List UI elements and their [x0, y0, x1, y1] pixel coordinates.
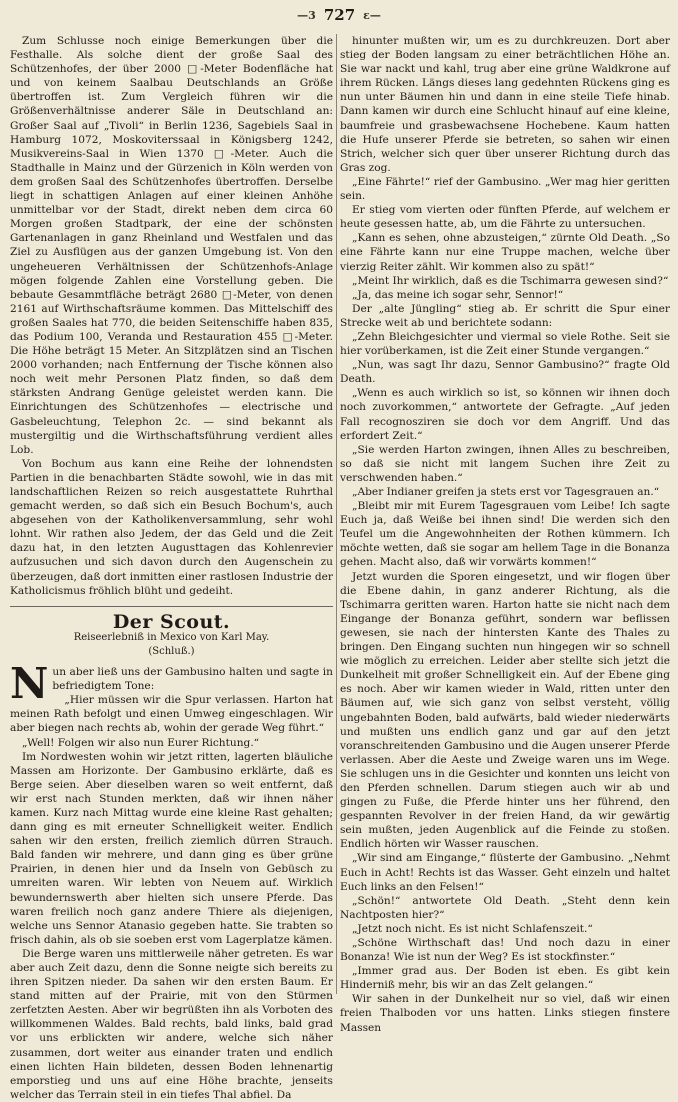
right-column [340, 34, 670, 1034]
story-first-text: un aber ließ uns der Gambusino halten und sagte in befriedigtem Tone: [52, 666, 333, 693]
story-paragraph: Jetzt wurden die Sporen eingesetzt, und wir flogen über die Ebene dahin, in ganz anderer Richtung, als die Tschimarra geritten waren. Harton hatte sie nicht nach dem Eingange der Bonanza geführt, sondern war beflissen gewesen, sie nach der hintersten Kante des Thales zu bringen. Den Eingang suchten nun hingegen wir so schnell wie möglich zu erreichen. Leider aber stellte sich jetzt die Dunkelheit mit großer Schnelligkeit ein. Auf der Ebene ging es noch. Aber wir kamen wieder in Wald, ritten unter den Bäumen auf, wie sich ganz von selbst versteht, völlig ungebahnten Boden, bald aufwärts, bald wieder niederwärts und mußten uns endlich ganz und gar auf den jetzt voranschreitenden Gambusino und die Augen unserer Pferde verlassen. Aber die Aeste und Zweige waren uns im Wege. Sie schlugen uns in die Gesichter und konnten uns leicht von den Pferden schnellen. Darum stiegen auch wir ab und gingen zu Fuße, die Pferde hinter uns her führend, den gespannten Revolver in der freien Hand, da wir gewärtig sein mußten, jeden Augenblick auf die Feinde zu stoßen. Endlich hörten wir Wasser rauschen. [340, 570, 670, 851]
story-paragraph: „Eine Fährte!“ rief der Gambusino. „Wer mag hier geritten sein. [340, 175, 670, 203]
festhalle-paragraph: Zum Schlusse noch einige Bemerkungen über die Festhalle. Als solche dient der große Saal des Schützenhofes, der über 2000 □-Meter Bodenfläche hat und von keinem Saalbau Deutschlands an Größe übertroffen ist. Zum Vergleich führen wir die Größenverhältnisse anderer Säle in Deutschland an: Großer Saal auf „Tivoli“ in Berlin 1236, Sagebiels Saal in Hamburg 1072, Moskoviterssaal in Königsberg 1242, Musikvereins-Saal in Wien 1370 □-Meter. Auch die Stadthalle in Mainz und der Gürzenich in Köln werden von dem großen Saal des Schützenhofes übertroffen. Derselbe liegt in schattigen Anlagen auf einer kleinen Anhöhe unmittelbar vor der Stadt, direkt neben dem circa 60 Morgen großen Stadtpark, der eine der schönsten Gartenanlagen in ganz Rheinland und Westfalen und das Ziel zu Ausflügen aus der ganzen Umgebung ist. Von den ungeheueren Verhältnissen der Schützenhofs-Anlage mögen folgende Zahlen eine Vorstellung geben. Die bebaute Gesammtfläche beträgt 2680 □-Meter, von denen 2161 auf Wirthschaftsräume kommen. Das Mittelschiff des großen Saales hat 770, die beiden Seitenschiffe haben 835, das Podium 100, Veranda und Restauration 455 □-Meter. Die Höhe beträgt 15 Meter. An Sitzplätzen sind an Tischen 2000 vorhanden; nach Entfernung der Tische können also noch weit mehr Personen Platz finden, so daß dem stärksten Andrang Genüge geleistet werden kann. Die Einrichtungen des Schützenhofes — electrische und Gasbeleuchtung, Telephon 2c. — sind bekannt als mustergiltig und die Wirthschaftsführung verdient alles Lob. [10, 35, 333, 456]
festhalle-paragraph: Von Bochum aus kann eine Reihe der lohnendsten Partien in die benachbarten Städte sowohl, wie in das mit landschaftlichen Reizen so reich ausgestattete Ruhrthal gemacht werden, so daß sich ein Besuch Bochum's, auch abgesehen von der Katholikenversammlung, sehr wohl lohnt. Wir rathen also Jedem, der das Geld und die Zeit dazu hat, in den letzten Augusttagen das Kohlenrevier aufzusuchen und sich davon durch den Augenschein zu überzeugen, daß dort inmitten einer rastlosen Industrie der Katholicismus fröhlich blüht und gedeiht. [10, 457, 333, 597]
left-column [10, 34, 333, 1101]
story-first-paragraph [10, 659, 333, 709]
story-paragraph: „Schön!“ antwortete Old Death. „Steht denn kein Nachtposten hier?“ [340, 894, 670, 921]
story-paragraph: „Schöne Wirthschaft das! Und noch dazu in einer Bonanza! Wie ist nun der Weg? Es ist stockfinster.“ [340, 937, 670, 964]
story-paragraph: Er stieg vom vierten oder fünften Pferde, auf welchem er heute gesessen hatte, ab, um die Fährte zu untersuchen. [340, 204, 670, 231]
column-rule [336, 34, 337, 994]
story-paragraph: „Ja, das meine ich sogar sehr, Sennor!“ [352, 288, 564, 301]
story-paragraph: „Meint Ihr wirklich, daß es die Tschimarra gewesen sind?“ [352, 274, 669, 287]
section-divider [10, 606, 333, 607]
page-number: 727 [323, 6, 356, 24]
story-title: Der Scout. [112, 610, 231, 633]
story-paragraph: „Zehn Bleichgesichter und viermal so viele Rothe. Seit sie hier vorüberkamen, ist die Zeit einer Stunde vergangen.“ [340, 330, 670, 358]
story-paragraph: „Jetzt noch nicht. Es ist nicht Schlafenszeit.“ [352, 922, 593, 935]
story-paragraph: Wir sahen in der Dunkelheit nur so viel, daß wir einen freien Thalboden vor uns hatten. Links stiegen finstere Massen [340, 993, 670, 1034]
ornament-right: ε— [363, 8, 381, 22]
story-part: (Schluß.) [148, 645, 195, 657]
story-paragraph: „Sie werden Harton zwingen, ihnen Alles zu beschreiben, so daß sie nicht mit langem Suchen ihre Zeit zu verschwenden haben.“ [340, 443, 670, 484]
story-paragraph: „Bleibt mir mit Eurem Tagesgrauen vom Leibe! Ich sagte Euch ja, daß Weiße bei ihnen sind! Die werden sich den Teufel um die Angewohnheiten der Rothen kümmern. Ich möchte wetten, daß sie sogar am hellem Tage in die Bonanza gehen. Macht also, daß wir vorwärts kommen!“ [340, 500, 670, 569]
story-paragraph: hinunter mußten wir, um es zu durchkreuzen. Dort aber stieg der Boden langsam zu einer beträchtlichen Höhe an. Sie war nackt und kahl, trug aber eine grüne Waldkrone auf ihrem Rücken. Längs dieses lang gedehnten Rückens ging es nun unter Bäumen hin und dann in eine steile Tiefe hinab. Dann kamen wir durch eine Schlucht hinauf auf eine kleine, baumfreie und grasbewachsene Hochebene. Kaum hatten die Hufe unserer Pferde sie betreten, so sahen wir einen Strich, welcher sich quer über unserer Richtung durch das Gras zog. [340, 35, 670, 174]
story-paragraph: Der „alte Jüngling“ stieg ab. Er schritt die Spur einer Strecke weit ab und berichtete sodann: [340, 302, 670, 329]
story-paragraph: „Well! Folgen wir also nun Eurer Richtung.“ [22, 736, 260, 749]
story-paragraph: „Nun, was sagt Ihr dazu, Sennor Gambusino?“ fragte Old Death. [340, 359, 670, 386]
story-paragraph: „Aber Indianer greifen ja stets erst vor Tagesgrauen an.“ [352, 486, 660, 498]
ornament-left: —3 [297, 8, 316, 22]
story-paragraph: „Immer grad aus. Der Boden ist eben. Es gibt kein Hinderniß mehr, bis wir an das Zelt gelangen.“ [340, 965, 670, 992]
story-paragraph: „Wenn es auch wirklich so ist, so können wir ihnen doch noch zuvorkommen,“ antwortete der Gefragte. „Auf jeden Fall recognosziren sie doch vor dem Angriff. Und das erfordert Zeit.“ [340, 387, 670, 442]
page-header [0, 6, 678, 24]
story-paragraph: „Hier müssen wir die Spur verlassen. Harton hat meinen Rath befolgt und einen Umweg eingeschlagen. Wir aber biegen nach rechts ab, wohin der gerade Weg führt.“ [10, 694, 333, 735]
story-subtitle: Reiseerlebniß in Mexico von Karl May. [73, 631, 270, 643]
story-paragraph: Im Nordwesten wohin wir jetzt ritten, lagerten bläuliche Massen am Horizonte. Der Gambusino erklärte, daß es Berge seien. Aber dieselben waren so weit entfernt, daß wir erst nach Stunden merkten, daß wir ihnen näher kamen. Kurz nach Mittag wurde eine kleine Rast gehalten; dann ging es mit erneuter Schnelligkeit weiter. Endlich sahen wir den ersten, freilich ziemlich dürren Strauch. Bald fanden wir mehrere, und dann ging es über grüne Prairien, in denen hier und da Inseln von Gebüsch zu umreiten waren. Wir lebten von Neuem auf. Wirklich bewundernswerth aber hielten sich unsere Pferde. Das waren freilich noch ganz andere Thiere als diejenigen, welche uns Sennor Atanasio gegeben hatte. Sie trabten so frisch dahin, als ob sie soeben erst vom Lagerplatze kämen. [10, 750, 333, 946]
dropcap: N [10, 659, 49, 709]
story-paragraph: „Wir sind am Eingange,“ flüsterte der Gambusino. „Nehmt Euch in Acht! Rechts ist das Wasser. Geht einzeln und haltet Euch links an den Felsen!“ [340, 852, 670, 893]
story-paragraph: Die Berge waren uns mittlerweile näher getreten. Es war aber auch Zeit dazu, denn die Sonne neigte sich bereits zu ihren Spitzen nieder. Da sahen wir den ersten Baum. Er stand mitten auf der Prairie, mit von den Stürmen zerfetzten Aesten. Aber wir begrüßten ihn als Vorboten des willkommenen Waldes. Bald rechts, bald links, bald grad vor uns erblickten wir andere, welche sich näher zusammen, dort weiter aus einander traten und endlich einen lichten Hain bildeten, dessen Boden lehnenartig emporstieg und uns auf eine Höhe brachte, jenseits welcher das Terrain steil in ein tiefes Thal abfiel. Da [10, 947, 333, 1101]
story-paragraph: „Kann es sehen, ohne abzusteigen,“ zürnte Old Death. „So eine Fährte kann nur eine Truppe machen, welche über vierzig Reiter zählt. Wir kommen also zu spät!“ [340, 232, 670, 273]
